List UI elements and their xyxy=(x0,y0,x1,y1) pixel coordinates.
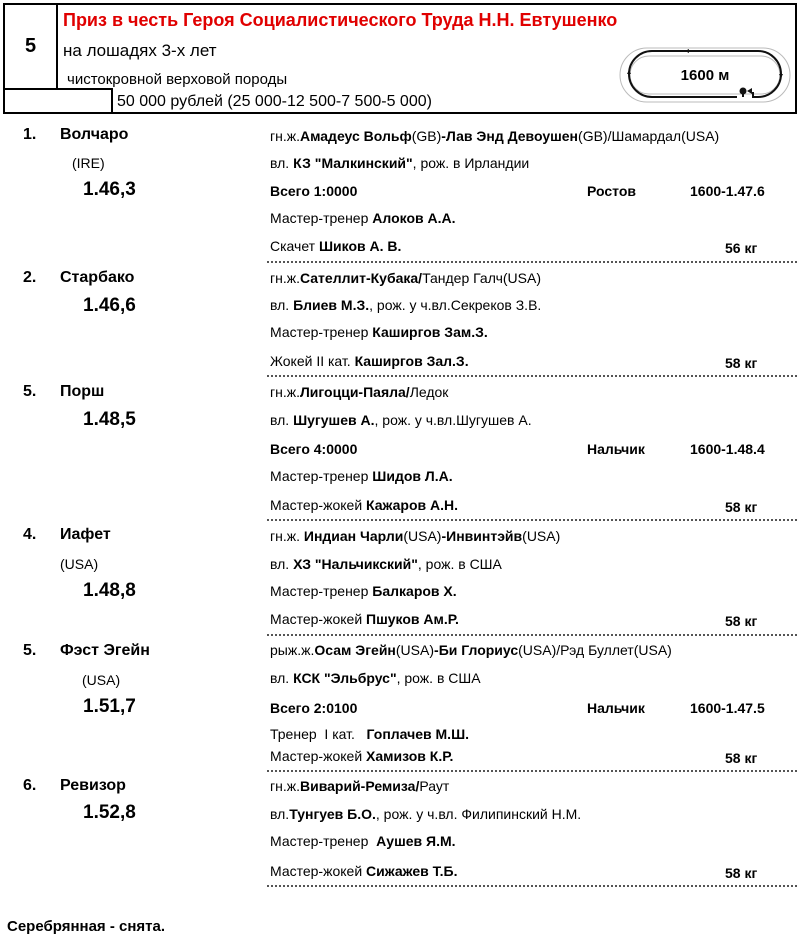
sire-country: (GB) xyxy=(411,128,442,144)
entry-position: 5. xyxy=(23,642,37,659)
owner-prefix: вл. xyxy=(270,297,294,313)
race-time: 1.48,5 xyxy=(83,409,136,430)
stats-best: 1600-1.48.4 xyxy=(690,441,765,457)
owner-rest: , рож. у ч.вл. Филипинский Н.М. xyxy=(375,806,582,822)
pedigree-dash: - xyxy=(434,642,439,658)
trainer xyxy=(270,726,469,742)
empty-cell xyxy=(5,88,113,112)
jockey-prefix: Скачет xyxy=(270,238,319,254)
stats-city: Ростов xyxy=(587,183,636,199)
trainer-name: Шидов Л.А. xyxy=(372,468,453,484)
distance-label: 1600 м xyxy=(680,67,730,84)
owner-rest: , рож. в Ирландии xyxy=(412,155,530,171)
jockey-prefix: Мастер-жокей xyxy=(270,497,367,513)
owner-rest: , рож. в США xyxy=(396,670,481,686)
race-time: 1.52,8 xyxy=(83,802,136,823)
separator xyxy=(267,885,797,887)
owner xyxy=(270,806,581,822)
pedigree xyxy=(270,778,449,794)
trainer-prefix: Мастер-тренер xyxy=(270,583,373,599)
stats-city: Нальчик xyxy=(587,441,645,457)
pedigree-prefix: гн.ж. xyxy=(270,528,304,544)
owner-prefix: вл. xyxy=(270,155,294,171)
entry-position: 2. xyxy=(23,269,37,286)
jockey-name: Пшуков Ам.Р. xyxy=(366,611,459,627)
pedigree-prefix: гн.ж. xyxy=(270,384,300,400)
sire-country: (USA) xyxy=(395,642,435,658)
separator xyxy=(267,634,797,636)
owner-prefix: вл. xyxy=(270,806,290,822)
separator xyxy=(267,519,797,521)
owner-prefix: вл. xyxy=(270,670,294,686)
jockey-name: Шиков А. В. xyxy=(318,238,402,254)
owner xyxy=(270,670,481,686)
trainer-prefix: Мастер-тренер xyxy=(270,210,373,226)
pedigree-rest: Ледок xyxy=(409,384,449,400)
owner-prefix: вл. xyxy=(270,556,294,572)
pedigree xyxy=(270,642,672,658)
dam-country: (USA) xyxy=(518,642,557,658)
jockey xyxy=(270,497,458,513)
dam: Инвинтэйв xyxy=(446,528,523,544)
trainer xyxy=(270,833,456,849)
owner-name: Тунгуев Б.О. xyxy=(289,806,376,822)
pedigree-bold: Сателлит-Кубака/ xyxy=(299,270,423,286)
trainer-name: Каширгов Зам.З. xyxy=(372,324,488,340)
jockey xyxy=(270,353,469,369)
horse-name: Ревизор xyxy=(60,777,126,794)
jockey xyxy=(270,238,401,254)
weight: 58 кг xyxy=(725,355,758,371)
trainer-name: Балкаров Х. xyxy=(372,583,457,599)
weight: 58 кг xyxy=(725,499,758,515)
horse-name: Волчаро xyxy=(60,126,129,143)
sire: Амадеус Вольф xyxy=(299,128,412,144)
entry-position: 5. xyxy=(23,383,37,400)
weight: 58 кг xyxy=(725,750,758,766)
jockey-name: Сижажев Т.Б. xyxy=(366,863,458,879)
trainer xyxy=(270,324,488,340)
race-title: Приз в честь Героя Социалистического Труда Н.Н. Евтушенко xyxy=(63,10,618,30)
horse-origin: (USA) xyxy=(82,672,121,688)
pedigree-prefix: гн.ж. xyxy=(270,128,300,144)
horse-name: Фэст Эгейн xyxy=(60,642,150,659)
separator xyxy=(267,770,797,772)
race-condition-age: на лошадях 3-х лет xyxy=(63,41,217,60)
horse-name: Порш xyxy=(60,383,105,400)
trainer-name: Аушев Я.М. xyxy=(376,833,456,849)
jockey-prefix: Мастер-жокей xyxy=(270,863,367,879)
pedigree-bold: Виварий-Ремиза/ xyxy=(299,778,420,794)
pedigree-dash: - xyxy=(441,128,446,144)
owner-rest: , рож. в США xyxy=(417,556,502,572)
separator xyxy=(267,261,797,263)
jockey-name: Каширгов Зал.З. xyxy=(354,353,469,369)
jockey-name: Кажаров А.Н. xyxy=(366,497,459,513)
trainer-prefix: Мастер-тренер xyxy=(270,833,377,849)
owner-prefix: вл. xyxy=(270,412,294,428)
jockey xyxy=(270,748,453,764)
pedigree-rest: /Шамардал(USA) xyxy=(607,128,720,144)
owner-name: КСК "Эльбрус" xyxy=(293,670,397,686)
dam: Лав Энд Девоушен xyxy=(445,128,579,144)
weight: 58 кг xyxy=(725,865,758,881)
stats-best: 1600-1.47.6 xyxy=(690,183,765,199)
separator xyxy=(267,375,797,377)
owner-name: Блиев М.З. xyxy=(293,297,370,313)
pedigree-prefix: рыж.ж. xyxy=(270,642,315,658)
jockey-prefix: Мастер-жокей xyxy=(270,611,367,627)
entry-position: 4. xyxy=(23,526,37,543)
stats-total: Всего 4:0000 xyxy=(270,441,358,457)
dam-country: (USA) xyxy=(522,528,561,544)
race-header xyxy=(3,3,797,114)
pedigree-rest: /Рэд Буллет(USA) xyxy=(556,642,672,658)
sire: Индиан Чарли xyxy=(303,528,404,544)
pedigree xyxy=(270,128,719,144)
jockey-name: Хамизов К.Р. xyxy=(366,748,454,764)
pedigree-prefix: гн.ж. xyxy=(270,778,300,794)
horse-origin: (USA) xyxy=(60,556,99,572)
trainer-name: Алоков А.А. xyxy=(372,210,456,226)
weight: 58 кг xyxy=(725,613,758,629)
owner-name: ХЗ "Нальчикский" xyxy=(293,556,418,572)
dam-country: (GB) xyxy=(578,128,608,144)
horse-name: Иафет xyxy=(60,526,111,543)
race-number: 5 xyxy=(5,5,58,88)
scratched-note: Серебрянная - снята. xyxy=(7,918,166,935)
pedigree xyxy=(270,528,560,544)
jockey-prefix: Жокей II кат. xyxy=(270,353,355,369)
weight: 56 кг xyxy=(725,240,758,256)
trainer-prefix: Тренер I кат. xyxy=(270,726,367,742)
stats-best: 1600-1.47.5 xyxy=(690,700,765,716)
trainer-prefix: Мастер-тренер xyxy=(270,324,373,340)
trainer xyxy=(270,583,457,599)
pedigree xyxy=(270,384,448,400)
jockey-prefix: Мастер-жокей xyxy=(270,748,367,764)
owner-name: КЗ "Малкинский" xyxy=(293,155,413,171)
pedigree xyxy=(270,270,541,286)
race-time: 1.46,3 xyxy=(83,179,136,200)
owner-name: Шугушев А. xyxy=(293,412,375,428)
stats-total: Всего 1:0000 xyxy=(270,183,358,199)
race-time: 1.48,8 xyxy=(83,580,136,601)
entry-position: 6. xyxy=(23,777,37,794)
sire-country: (USA) xyxy=(403,528,442,544)
trainer-name: Гоплачев М.Ш. xyxy=(366,726,470,742)
race-time: 1.51,7 xyxy=(83,696,136,717)
owner-rest: , рож. у ч.вл.Секреков З.В. xyxy=(369,297,542,313)
race-condition-breed: чистокровной верховой породы xyxy=(67,71,288,88)
pedigree-bold: Лигоцци-Паяла/ xyxy=(299,384,410,400)
owner xyxy=(270,412,532,428)
stats-total: Всего 2:0100 xyxy=(270,700,358,716)
prize-fund: 50 000 рублей (25 000-12 500-7 500-5 000) xyxy=(117,93,432,110)
stats-city: Нальчик xyxy=(587,700,645,716)
owner xyxy=(270,297,541,313)
track-diagram xyxy=(619,47,791,103)
jockey xyxy=(270,611,459,627)
race-time: 1.46,6 xyxy=(83,295,136,316)
dam: Би Глориус xyxy=(438,642,519,658)
jockey xyxy=(270,863,457,879)
entry-position: 1. xyxy=(23,126,37,143)
owner-rest: , рож. у ч.вл.Шугушев А. xyxy=(374,412,532,428)
pedigree-rest: Тандер Галч(USA) xyxy=(422,270,541,286)
pedigree-rest: Раут xyxy=(419,778,450,794)
horse-name: Старбако xyxy=(60,269,135,286)
pedigree-prefix: гн.ж. xyxy=(270,270,300,286)
trainer xyxy=(270,468,453,484)
horse-origin: (IRE) xyxy=(72,155,105,171)
pedigree-dash: - xyxy=(441,528,447,544)
trainer-prefix: Мастер-тренер xyxy=(270,468,373,484)
trainer xyxy=(270,210,456,226)
owner xyxy=(270,155,529,171)
owner xyxy=(270,556,502,572)
sire: Осам Эгейн xyxy=(314,642,396,658)
